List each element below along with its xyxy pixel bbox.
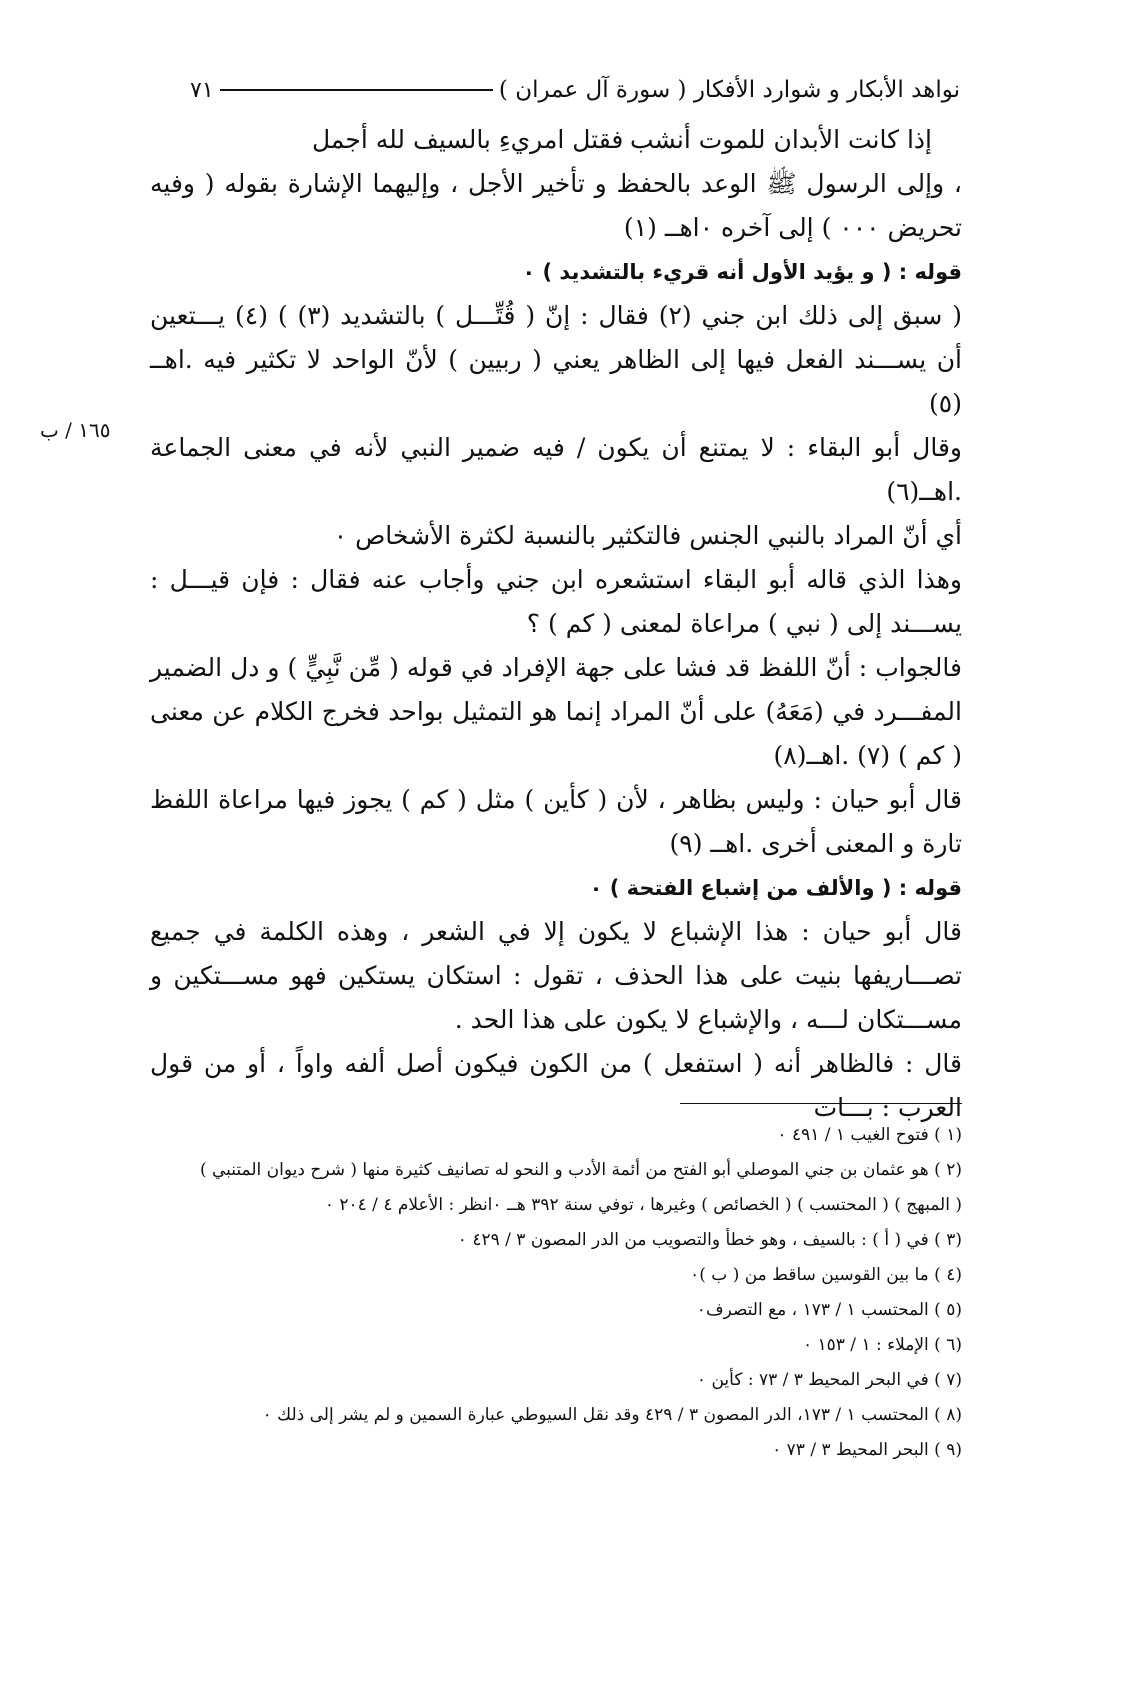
header-title: نواهد الأبكار و شوارد الأفكار ( سورة آل عمران ) [498,77,960,103]
paragraph: قال أبو حيان : وليس بظاهر ، لأن ( كأين ) مثل ( كم ) يجوز فيها مراعاة اللفظ تارة و المعنى أخرى .اهــ (٩) [150,785,962,858]
paragraph: وهذا الذي قاله أبو البقاء استشعره ابن جني وأجاب عنه فقال : فإن قيـــل : يســـند إلى ( نبي ) مراعاة لمعنى ( كم ) ؟ [150,565,962,638]
page-number: ٧١ [190,77,214,103]
footnote: (٧ ) في البحر المحيط ٣ / ٧٣ : كأين ٠ [696,1370,962,1390]
main-text [150,118,962,1130]
section-heading: قوله : ( والألف من إشباع الفتحة ) ٠ [589,876,962,900]
section-heading: قوله : ( و يؤيد الأول أنه قريء بالتشديد ) ٠ [522,260,962,284]
footnote: (٢ ) هو عثمان بن جني الموصلي أبو الفتح من أئمة الأدب و النحو له تصانيف كثيرة منها ( شرح ديوان المتنبي ) [199,1160,962,1180]
paragraph: ( سبق إلى ذلك ابن جني (٢) فقال : إنّ ( قُتِّـــل ) بالتشديد (٣) ) (٤) يـــتعين أن يســـند الفعل فيها إلى الظاهر يعني ( ربيين ) لأنّ الواحد لا تكثير فيه .اهــ (٥) [150,301,963,418]
footnote: (١ ) فتوح الغيب ١ / ٤٩١ ٠ [777,1125,962,1145]
footnotes [150,1118,962,1468]
footnote-separator [680,1103,962,1104]
verse-hemistich-right: إذا كانت الأبدان للموت أنشب [630,125,932,154]
footnote: (٨ ) المحتسب ١ / ١٧٣، الدر المصون ٣ / ٤٢٩ وقد نقل السيوطي عبارة السمين و لم يشر إلى ذلك ٠ [262,1405,962,1425]
paragraph: وقال أبو البقاء : لا يمتنع أن يكون / فيه ضمير النبي لأنه في معنى الجماعة .اهــ(٦) [150,433,962,506]
paragraph: ، وإلى الرسول ﷺ الوعد بالحفظ و تأخير الأجل ، وإليهما الإشارة بقوله ( وفيه تحريض ٠٠٠ ) إلى آخره ٠اهــ (١) [150,169,962,242]
footnote: (٤ ) ما بين القوسين ساقط من ( ب )٠ [690,1265,962,1285]
header-rule [220,89,493,91]
footnote-continuation: ( المبهج ) ( المحتسب ) ( الخصائص ) وغيرها ، توفي سنة ٣٩٢ هــ ٠انظر : الأعلام ٤ / ٢٠٤ ٠ [324,1195,962,1215]
paragraph: فالجواب : أنّ اللفظ قد فشا على جهة الإفراد في قوله ( مِّن نَّبِيٍّ ) و دل الضمير المفـــرد في (مَعَهُ) على أنّ المراد إنما هو التمثيل بواحد فخرج الكلام عن معنى ( كم ) (٧) .اهــ(٨) [150,653,962,770]
footnote: (٦ ) الإملاء : ١ / ١٥٣ ٠ [802,1335,962,1355]
verse-hemistich-left: فقتل امريءِ بالسيف لله أجمل [312,125,624,154]
footnote: (٣ ) في ( أ ) : بالسيف ، وهو خطأ والتصويب من الدر المصون ٣ / ٤٢٩ ٠ [457,1230,962,1250]
margin-folio-note: ١٦٥ / ب [40,418,111,442]
footnote: (٩ ) البحر المحيط ٣ / ٧٣ ٠ [772,1440,962,1460]
paragraph: أي أنّ المراد بالنبي الجنس فالتكثير بالنسبة لكثرة الأشخاص ٠ [333,521,962,550]
poetry-verse [312,118,932,162]
paragraph: قال أبو حيان : هذا الإشباع لا يكون إلا في الشعر ، وهذه الكلمة في جميع تصـــاريفها بنيت على هذا الحذف ، تقول : استكان يستكين فهو مســـتكين و مســـتكان لـــه ، والإشباع لا يكون على هذا الحد . [150,917,962,1034]
footnote: (٥ ) المحتسب ١ / ١٧٣ ، مع التصرف٠ [696,1300,962,1320]
running-header [190,70,960,110]
paragraph: قال : فالظاهر أنه ( استفعل ) من الكون فيكون أصل ألفه واواً ، أو من قول العرب : بـــات [150,1049,962,1122]
